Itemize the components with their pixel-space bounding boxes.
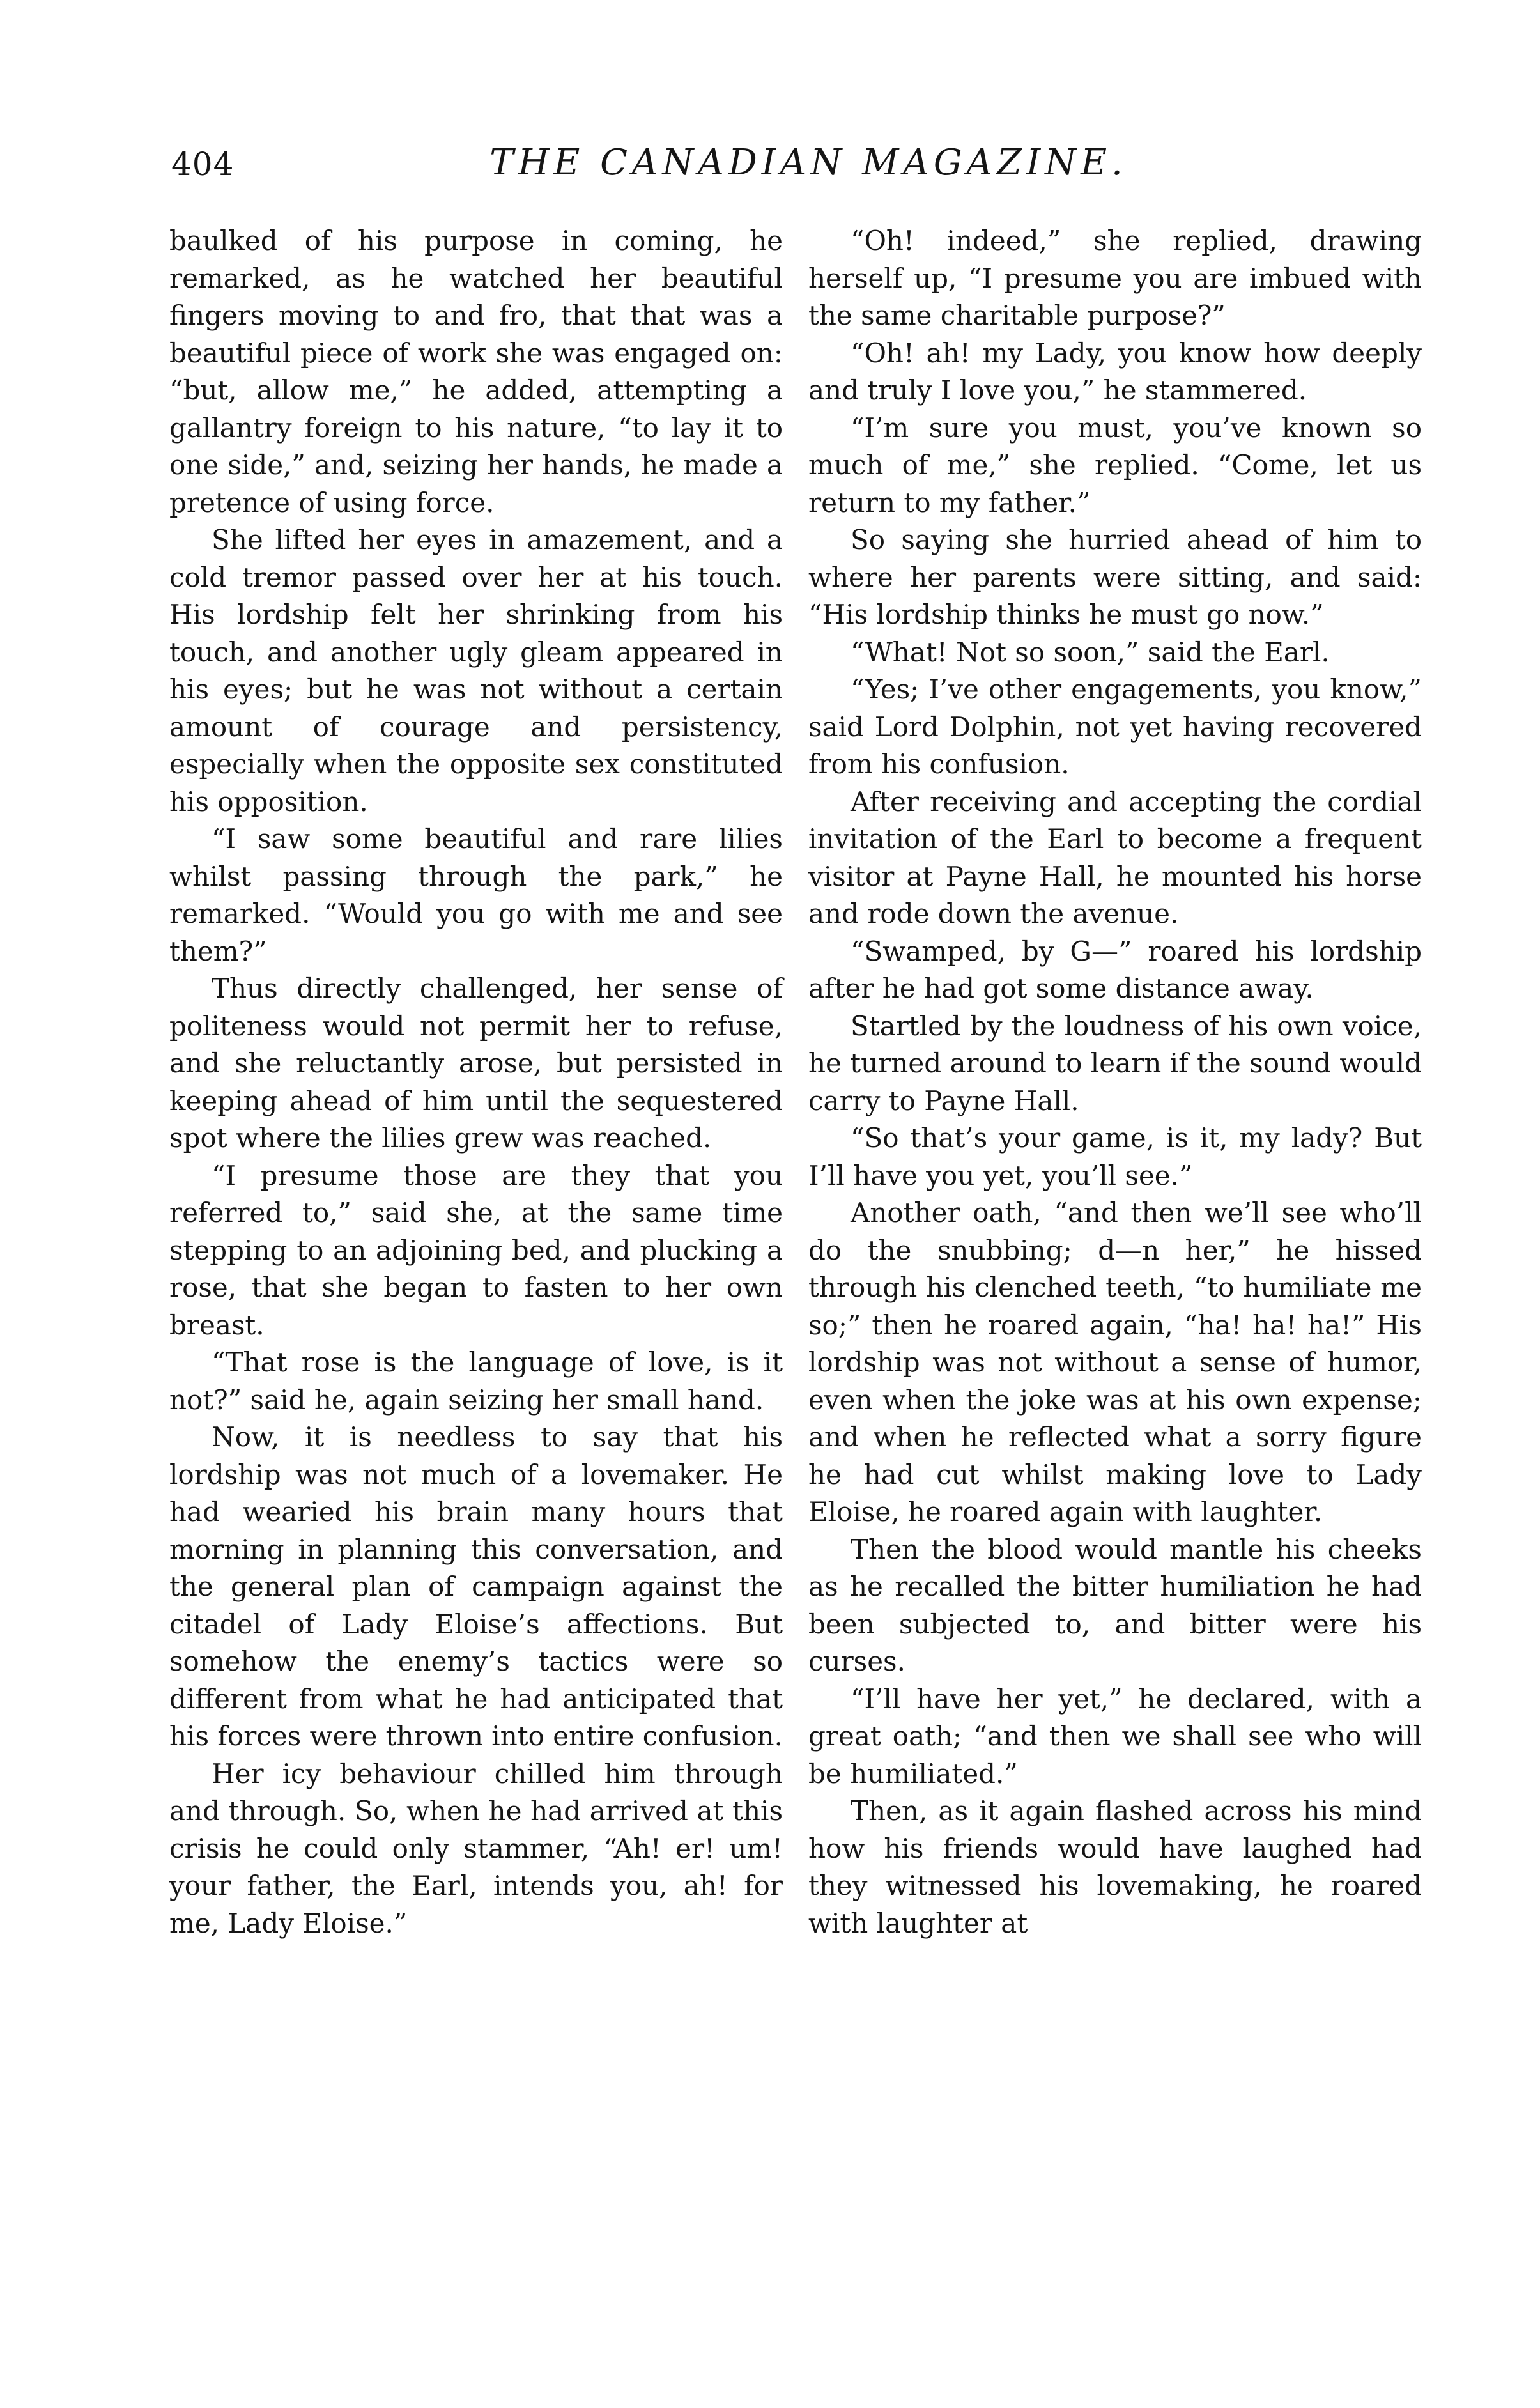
right-column: [808, 222, 1422, 1942]
paragraph: “Swamped, by G—” roared his lordship after he had got some distance away.: [808, 935, 1422, 1004]
paragraph: Then, as it again flashed across his mind how his friends would have laughed had they witnessed his lovemaking, he roared with laughter at: [808, 1795, 1422, 1939]
paragraph: “That rose is the language of love, is it not?” said he, again seizing her small hand.: [169, 1347, 783, 1416]
paragraph: “I’m sure you must, you’ve known so much of me,” she replied. “Come, let us return to my father.”: [808, 412, 1422, 518]
paragraph: “What! Not so soon,” said the Earl.: [851, 636, 1330, 668]
paragraph: baulked of his purpose in coming, he remarked, as he watched her beautiful fingers moving to and fro, that that was a beautiful piece of work she was engaged on: “but, allow me,” he added, attempting a gallantry foreign to his nature, “to lay it to one side,” and, seizing her hands, he made a pretence of using force.: [169, 225, 783, 518]
paragraph: “Oh! indeed,” she replied, drawing herself up, “I presume you are imbued with the same charitable purpose?”: [808, 225, 1422, 331]
paragraph: “I saw some beautiful and rare lilies whilst passing through the park,” he remarked. “Would you go with me and see them?”: [169, 823, 783, 967]
paragraph: Then the blood would mantle his cheeks as he recalled the bitter humiliation he had been subjected to, and bitter were his curses.: [808, 1533, 1422, 1677]
paragraph: Her icy behaviour chilled him through and through. So, when he had arrived at this crisis he could only stammer, “Ah! er! um! your father, the Earl, intends you, ah! for me, Lady Eloise.”: [169, 1757, 783, 1939]
paragraph: “I’ll have her yet,” he declared, with a great oath; “and then we shall see who will be humiliated.”: [808, 1683, 1422, 1789]
page-number: 404: [171, 146, 235, 183]
running-head: THE CANADIAN MAGAZINE.: [489, 142, 1127, 183]
paragraph: Thus directly challenged, her sense of politeness would not permit her to refuse, and she reluctantly arose, but persisted in keeping ahead of him until the sequestered spot where the lilies grew was reached.: [169, 973, 783, 1154]
paragraph: Another oath, “and then we’ll see who’ll do the snubbing; d—n her,” he hissed through his clenched teeth, “to humiliate me so;” then he roared again, “ha! ha! ha!” His lordship was not without a sense of humor, even when the joke was at his own expense; and when he reflected what a sorry figure he had cut whilst making love to Lady Eloise, he roared again with laughter.: [808, 1197, 1422, 1527]
left-column: [169, 222, 783, 1942]
paragraph: “Oh! ah! my Lady, you know how deeply and truly I love you,” he stammered.: [808, 337, 1422, 406]
paragraph: “So that’s your game, is it, my lady? But I’ll have you yet, you’ll see.”: [808, 1122, 1422, 1191]
paragraph: “I presume those are they that you referred to,” said she, at the same time stepping to an adjoining bed, and plucking a rose, that she began to fasten to her own breast.: [169, 1159, 783, 1341]
paragraph: She lifted her eyes in amazement, and a cold tremor passed over her at his touch. His lordship felt her shrinking from his touch, and another ugly gleam appeared in his eyes; but he was not without a certain amount of courage and persistency, especially when the opposite sex constituted his opposition.: [169, 524, 783, 817]
paragraph: So saying she hurried ahead of him to where her parents were sitting, and said: “His lordship thinks he must go now.”: [808, 524, 1422, 630]
paragraph: “Yes; I’ve other engagements, you know,” said Lord Dolphin, not yet having recovered from his confusion.: [808, 674, 1422, 780]
paragraph: Now, it is needless to say that his lordship was not much of a lovemaker. He had wearied his brain many hours that morning in planning this conversation, and the general plan of campaign against the citadel of Lady Eloise’s affections. But somehow the enemy’s tactics were so different from what he had anticipated that his forces were thrown into entire confusion.: [169, 1421, 783, 1752]
paragraph: After receiving and accepting the cordial invitation of the Earl to become a frequent visitor at Payne Hall, he mounted his horse and rode down the avenue.: [808, 785, 1422, 929]
paragraph: Startled by the loudness of his own voice, he turned around to learn if the sound would carry to Payne Hall.: [808, 1010, 1422, 1116]
